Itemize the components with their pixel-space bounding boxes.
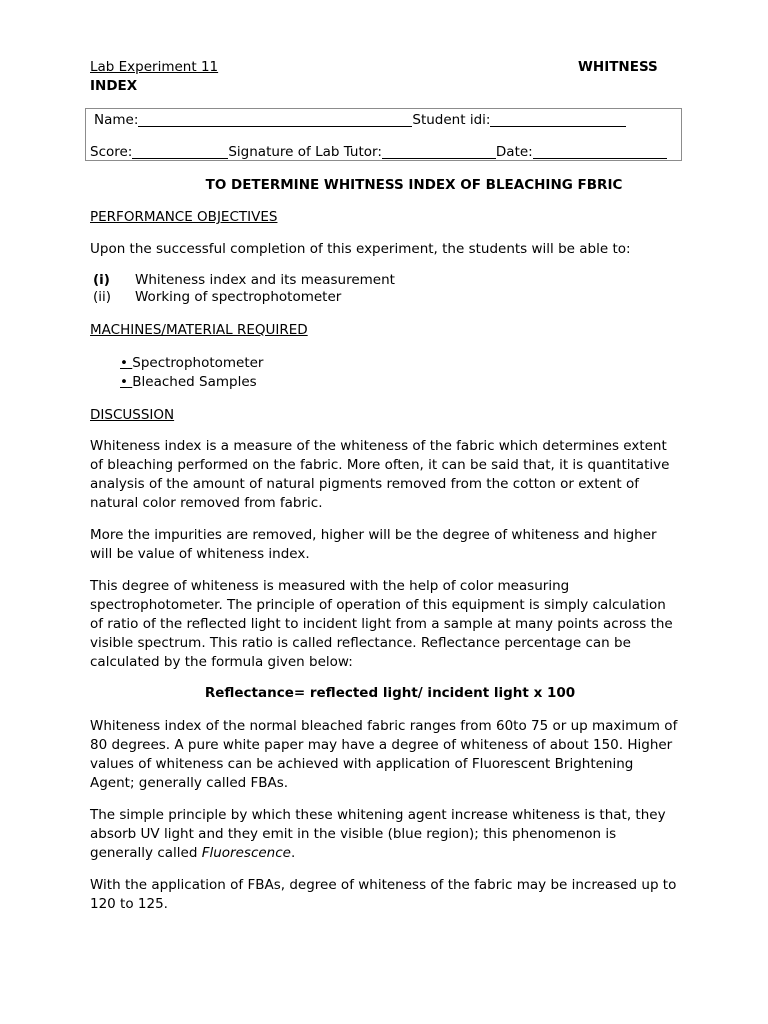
signature-label: Signature of Lab Tutor:	[228, 144, 382, 160]
bullet-icon: •	[120, 374, 128, 390]
student-id-label: Student idi:	[412, 112, 491, 128]
signature-field[interactable]	[382, 144, 496, 159]
objective-number: (ii)	[93, 289, 112, 305]
discussion-paragraph-4: Whiteness index of the normal bleached fabric ranges from 60to 75 or up maximum of 80 degrees. A pure white paper may have a degree of whiteness of about 150. Higher values of whiteness can be achieved with application of Fluorescent Brightening Agent; generally called FBAs.	[90, 718, 678, 791]
name-field[interactable]	[138, 112, 412, 127]
discussion-paragraph-2: More the impurities are removed, higher will be the degree of whiteness and higher will be value of whiteness index.	[90, 527, 657, 562]
score-label: Score:	[90, 144, 133, 160]
date-field[interactable]	[533, 144, 667, 159]
student-info-form	[85, 108, 682, 161]
material-item	[120, 373, 257, 391]
objective-item	[93, 289, 341, 306]
material-item	[120, 354, 263, 372]
objective-number: (i)	[93, 272, 110, 288]
fluorescence-term: Fluorescence	[201, 845, 291, 861]
material-text: Bleached Samples	[132, 374, 257, 390]
machines-heading: MACHINES/MATERIAL REQUIRED	[90, 322, 308, 338]
material-text: Spectrophotometer	[132, 355, 264, 371]
date-label: Date:	[495, 144, 533, 160]
paragraph-5-end: .	[290, 845, 296, 861]
discussion-paragraph-5	[90, 806, 680, 863]
reflectance-formula: Reflectance= reflected light/ incident light x 100	[204, 685, 576, 701]
score-field[interactable]	[132, 144, 228, 159]
performance-objectives-heading: PERFORMANCE OBJECTIVES	[90, 209, 278, 225]
page-title: TO DETERMINE WHITNESS INDEX OF BLEACHING FBRIC	[205, 177, 623, 193]
objective-item	[93, 272, 395, 289]
header-title-right: WHITNESS	[578, 59, 658, 75]
student-id-field[interactable]	[490, 112, 626, 127]
form-row-score	[90, 143, 667, 162]
name-label: Name:	[94, 112, 139, 128]
performance-intro: Upon the successful completion of this experiment, the students will be able to:	[90, 241, 631, 257]
discussion-paragraph-6: With the application of FBAs, degree of whiteness of the fabric may be increased up to 120 to 125.	[90, 877, 677, 912]
lab-experiment-label: Lab Experiment 11	[90, 59, 219, 75]
discussion-heading: DISCUSSION	[90, 407, 175, 423]
discussion-paragraph-3: This degree of whiteness is measured with the help of color measuring spectrophotometer. The principle of operation of this equipment is simply calculation of ratio of the reflected light to incident light from a sample at many points across the visible spectrum. This ratio is called reflectance. Reflectance percentage can be calculated by the formula given below:	[90, 578, 673, 670]
discussion-paragraph-1: Whiteness index is a measure of the whiteness of the fabric which determines extent of bleaching performed on the fabric. More often, it can be said that, it is quantitative analysis of the amount of natural pigments removed from the cotton or extent of natural color removed from fabric.	[90, 438, 670, 511]
form-row-name	[94, 111, 626, 130]
objective-text: Working of spectrophotometer	[135, 289, 342, 305]
header-title-continuation: INDEX	[90, 78, 138, 94]
objective-text: Whiteness index and its measurement	[135, 272, 395, 288]
bullet-icon: •	[120, 355, 128, 371]
paragraph-5-text: The simple principle by which these whitening agent increase whiteness is that, they absorb UV light and they emit in the visible (blue region); this phenomenon is generally called	[90, 807, 666, 861]
